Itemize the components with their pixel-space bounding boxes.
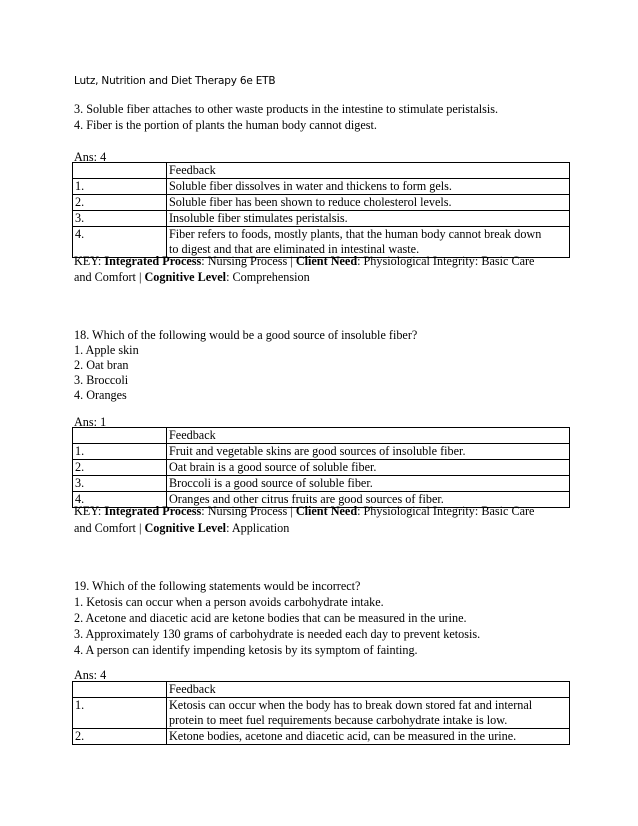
table-header-row [73, 682, 570, 698]
feedback-text [167, 698, 570, 729]
table-row [73, 729, 570, 745]
key-label: Integrated Process [104, 254, 202, 268]
feedback-text-line: Ketosis can occur when the body has to break down stored fat and internal [169, 698, 533, 712]
option-line: 4. A person can identify impending ketosis by its symptom of fainting. [74, 643, 418, 657]
answer-line: Ans: 4 [74, 668, 107, 682]
option-line: 2. Acetone and diacetic acid are ketone bodies that can be measured in the urine. [74, 611, 467, 625]
feedback-text-line: protein to meet fuel requirements because carbohydrate intake is low. [169, 713, 508, 727]
option-line: 1. Ketosis can occur when a person avoids carbohydrate intake. [74, 595, 384, 609]
feedback-text: Insoluble fiber stimulates peristalsis. [167, 211, 570, 227]
row-number: 4. [73, 227, 167, 258]
feedback-text: Ketone bodies, acetone and diacetic acid, can be measured in the urine. [167, 729, 570, 745]
table-row [73, 179, 570, 195]
feedback-text-line: Fiber refers to foods, mostly plants, that the human body cannot break down [169, 227, 542, 241]
feedback-text: Soluble fiber has been shown to reduce cholesterol levels. [167, 195, 570, 211]
feedback-header: Feedback [167, 428, 570, 444]
feedback-table [72, 427, 570, 508]
table-row [73, 211, 570, 227]
feedback-table [72, 681, 570, 745]
row-number: 1. [73, 179, 167, 195]
table-row [73, 444, 570, 460]
question-text: 18. Which of the following would be a good source of insoluble fiber? [74, 328, 418, 342]
option-line: 2. Oat bran [74, 358, 129, 372]
row-number: 3. [73, 476, 167, 492]
row-number: 3. [73, 211, 167, 227]
table-row [73, 460, 570, 476]
option-line: 4. Oranges [74, 388, 127, 402]
answer-line: Ans: 1 [74, 415, 107, 429]
key-line: KEY: Integrated Process: Nursing Process | Client Need: Physiological Integrity: Basic Care [74, 254, 535, 268]
feedback-text: Soluble fiber dissolves in water and thickens to form gels. [167, 179, 570, 195]
key-label: Client Need [295, 504, 358, 518]
row-number: 4. [73, 492, 167, 508]
page-header: Lutz, Nutrition and Diet Therapy 6e ETB [74, 75, 276, 87]
row-number: 2. [73, 195, 167, 211]
key-label: Integrated Process [104, 504, 202, 518]
table-header-row [73, 163, 570, 179]
row-number: 2. [73, 460, 167, 476]
row-number: 1. [73, 444, 167, 460]
feedback-text: Oranges and other citrus fruits are good sources of fiber. [167, 492, 570, 508]
key-label: Cognitive Level [144, 270, 227, 284]
row-number: 1. [73, 698, 167, 729]
option-line: 4. Fiber is the portion of plants the human body cannot digest. [74, 118, 377, 132]
feedback-table [72, 162, 570, 258]
table-row [73, 476, 570, 492]
row-number: 2. [73, 729, 167, 745]
feedback-text: Fruit and vegetable skins are good sources of insoluble fiber. [167, 444, 570, 460]
option-line: 3. Soluble fiber attaches to other waste products in the intestine to stimulate peristalsis. [74, 102, 499, 116]
option-line: 3. Approximately 130 grams of carbohydrate is needed each day to prevent ketosis. [74, 627, 481, 641]
feedback-text: Broccoli is a good source of soluble fiber. [167, 476, 570, 492]
option-line: 1. Apple skin [74, 343, 139, 357]
feedback-header: Feedback [167, 163, 570, 179]
table-row [73, 195, 570, 211]
key-line: and Comfort | Cognitive Level: Application [74, 521, 290, 535]
feedback-header: Feedback [167, 682, 570, 698]
question-text: 19. Which of the following statements would be incorrect? [74, 579, 361, 593]
table-row [73, 698, 570, 729]
key-label: Cognitive Level [144, 521, 227, 535]
feedback-text: Oat brain is a good source of soluble fiber. [167, 460, 570, 476]
option-line: 3. Broccoli [74, 373, 129, 387]
table-header-row [73, 428, 570, 444]
answer-line: Ans: 4 [74, 150, 107, 164]
feedback-text-line: to digest and that are eliminated in intestinal waste. [169, 242, 420, 256]
key-line: KEY: Integrated Process: Nursing Process | Client Need: Physiological Integrity: Basic Care [74, 504, 535, 518]
key-line: and Comfort | Cognitive Level: Comprehension [74, 270, 310, 284]
key-label: Client Need [295, 254, 358, 268]
